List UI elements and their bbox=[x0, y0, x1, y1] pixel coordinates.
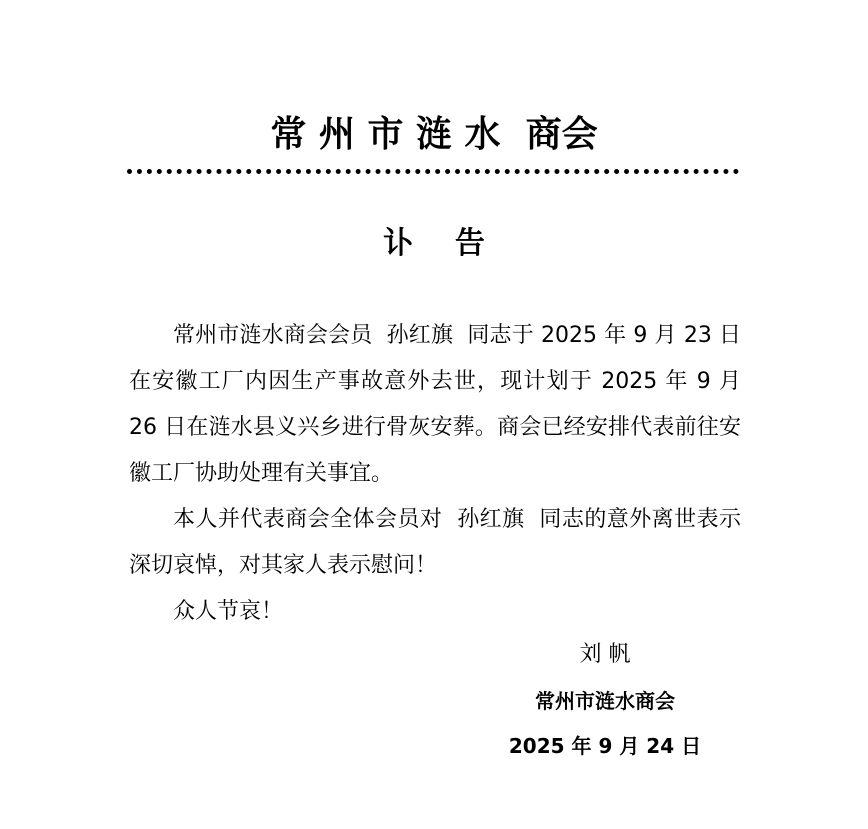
dotted-divider bbox=[127, 169, 739, 174]
paragraph-condolence: 本人并代表商会全体会员对 孙红旗 同志的意外离世表示深切哀悼，对其家人表示慰问！ bbox=[129, 507, 741, 578]
document-title: 讣 告 bbox=[383, 226, 485, 261]
signature-date: 2025 年 9 月 24 日 bbox=[508, 734, 702, 758]
obituary-body bbox=[129, 313, 748, 635]
signature-organization: 常州市涟水商会 bbox=[535, 689, 675, 713]
paragraph-closing: 众人节哀！ bbox=[173, 599, 284, 624]
paragraph-announcement: 常州市涟水商会会员 孙红旗 同志于 2025 年 9 月 23 日在安徽工厂内因生产事故意外去世，现计划于 2025 年 9 月 26 日在涟水县义兴乡进行骨灰安葬。商会已经安排代表前往安徽工厂协助处理有关事宜。 bbox=[129, 323, 748, 486]
signer-name: 刘 帆 bbox=[579, 642, 631, 667]
organization-title: 常 州 市 涟 水 商会 bbox=[270, 114, 598, 155]
